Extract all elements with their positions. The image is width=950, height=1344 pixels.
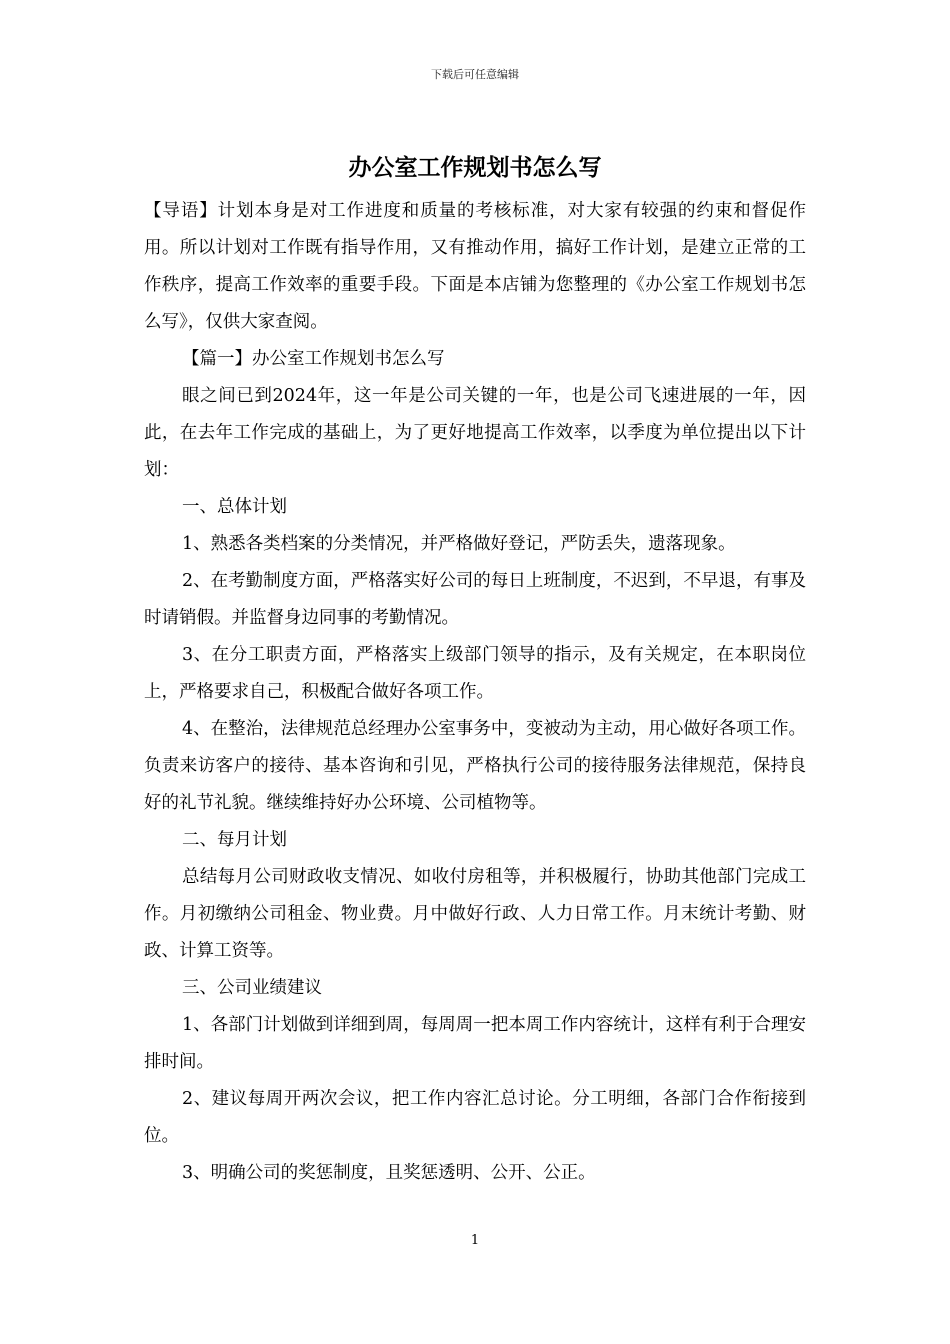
- list-item: 2、在考勤制度方面，严格落实好公司的每日上班制度，不迟到，不早退，有事及时请销假。并监督身边同事的考勤情况。: [144, 571, 806, 628]
- paragraph: 总结每月公司财政收支情况、如收付房租等，并积极履行，协助其他部门完成工作。月初缴纳公司租金、物业费。月中做好行政、人力日常工作。月末统计考勤、财政、计算工资等。: [144, 867, 806, 961]
- intro-paragraph: 【导语】计划本身是对工作进度和质量的考核标准，对大家有较强的约束和督促作用。所以计划对工作既有指导作用，又有推动作用，搞好工作计划，是建立正常的工作秩序，提高工作效率的重要手段。下面是本店铺为您整理的《办公室工作规划书怎么写》，仅供大家查阅。: [144, 201, 806, 332]
- section-heading: 二、每月计划: [182, 830, 287, 850]
- section-heading: 【篇一】办公室工作规划书怎么写: [182, 349, 445, 369]
- list-item: 4、在整治，法律规范总经理办公室事务中，变被动为主动，用心做好各项工作。负责来访客户的接待、基本咨询和引见，严格执行公司的接待服务法律规范，保持良好的礼节礼貌。继续维持好办公环境、公司植物等。: [144, 719, 806, 813]
- list-item: 1、熟悉各类档案的分类情况，并严格做好登记，严防丢失，遗落现象。: [182, 534, 736, 554]
- section-heading: 一、总体计划: [182, 497, 287, 517]
- list-item: 2、建议每周开两次会议，把工作内容汇总讨论。分工明细，各部门合作衔接到位。: [144, 1089, 806, 1146]
- document-body: [144, 193, 806, 1192]
- paragraph: 眼之间已到2024年，这一年是公司关键的一年，也是公司飞速进展的一年，因此，在去年工作完成的基础上，为了更好地提高工作效率，以季度为单位提出以下计划：: [144, 386, 806, 480]
- document-title: 办公室工作规划书怎么写: [348, 154, 602, 181]
- list-item: 1、各部门计划做到详细到周，每周周一把本周工作内容统计，这样有利于合理安排时间。: [144, 1015, 806, 1072]
- list-item: 3、明确公司的奖惩制度，且奖惩透明、公开、公正。: [182, 1163, 596, 1183]
- section-heading: 三、公司业绩建议: [182, 978, 322, 998]
- list-item: 3、在分工职责方面，严格落实上级部门领导的指示，及有关规定，在本职岗位上，严格要求自己，积极配合做好各项工作。: [144, 645, 806, 702]
- page-number: 1: [470, 1233, 480, 1248]
- page-header: 下载后可任意编辑: [431, 68, 519, 81]
